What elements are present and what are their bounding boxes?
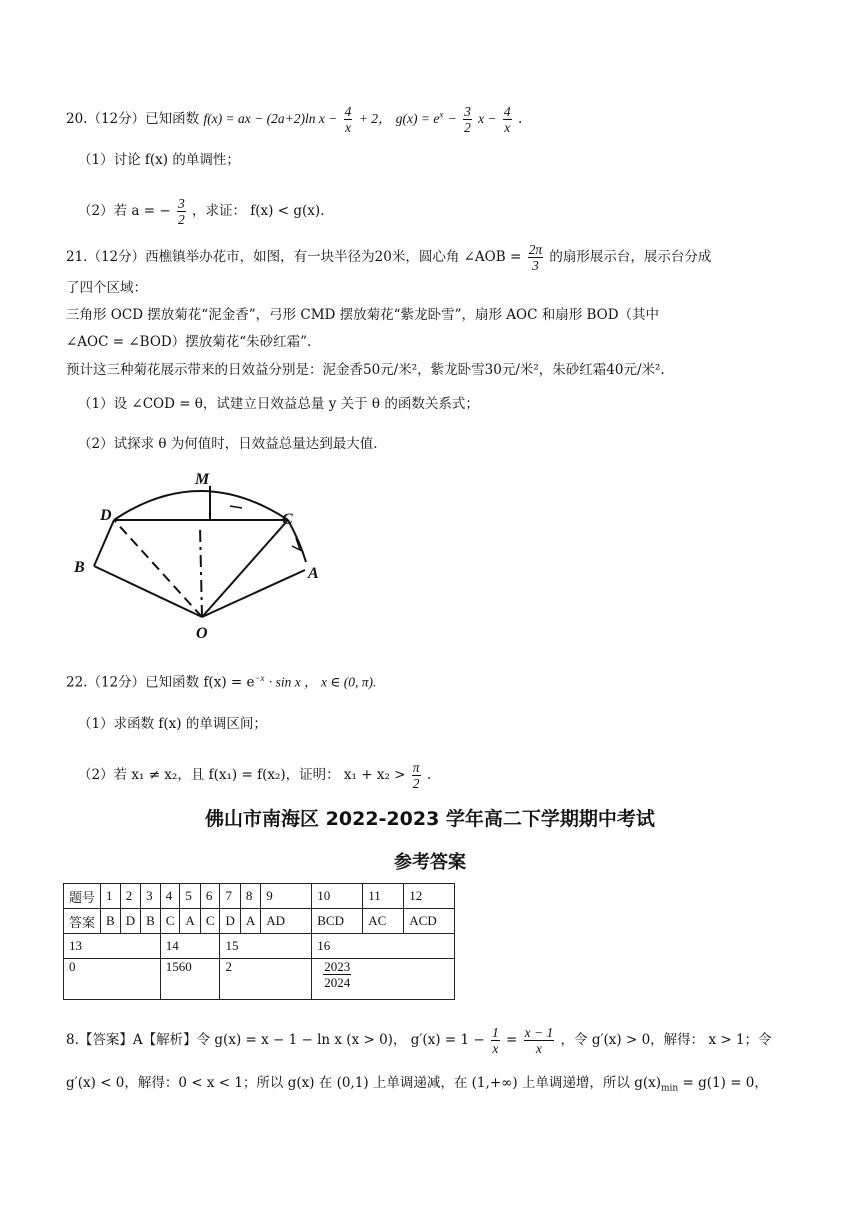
fraction: $\frac{2\pi}{3}$ [528,242,543,273]
table-row: 13 14 15 16 [64,934,455,959]
fraction: $\frac{\pi}{2}$ [412,760,420,791]
q21-statement-line1: 21.（12分）西樵镇举办花市，如图，有一块半径为20米，圆心角 ∠AOB = $\frac{2\pi}{3}$ 的扇形展示台，展示台分成 [66,242,712,273]
q21-statement-line5: 预计这三种菊花展示带来的日效益分别是：泥金香50元/米²，紫龙卧雪30元/米²，朱砂红霜40元/米². [66,362,665,378]
fraction: $\frac{3}{2}$ [177,196,185,227]
segment-od-dashed [114,520,202,617]
label-a: A [308,565,319,582]
sector-figure [60,462,340,647]
q21-part2: （2）试探求 θ 为何值时，日效益总量达到最大值. [78,436,378,452]
solution-8-line1: 8.【答案】A【解析】令 g(x) = x − 1 − ln x (x > 0)， g′(x) = 1 − $\frac{1}{x}$ = $\frac{x - 1}{x}$ ，令 g′(x) > 0，解得： x > 1；令 [66,1025,772,1056]
q22-statement: 22.（12分）已知函数 $f(x) = e^{-x} \cdot \sin x$ ， x ∈ (0, π). [66,673,377,691]
table-row: 0 1560 2 $\frac{2023}{2024}$ [64,959,455,1000]
table-row: 题号 1 2 3 4 5 6 7 8 9 10 11 12 [64,884,455,909]
table-row: 答案 B D B C A C D A AD BCD AC ACD [64,909,455,934]
fraction: $\frac{1}{x}$ [491,1025,499,1056]
fraction: $\frac{4}{x}$ [503,104,511,135]
segment-oa [202,570,305,617]
q21-part1: （1）设 ∠COD = θ，试建立日效益总量 y 关于 θ 的函数关系式； [78,396,479,412]
segment-bd [94,520,114,566]
label-d: D [100,507,112,524]
q21-statement-line4: ∠AOC = ∠BOD）摆放菊花“朱砂红霜”. [66,334,312,350]
fraction: $\frac{x - 1}{x}$ [524,1025,554,1056]
fraction: $\frac{3}{2}$ [464,104,471,135]
label-c: C [282,511,293,528]
q20-part2: （2）若 a = − $\frac{3}{2}$ ，求证： f(x) < g(x). [78,196,325,227]
fraction: $\frac{4}{x}$ [344,104,352,135]
small-mark [230,506,242,508]
label-o: O [196,625,208,642]
label-b: B [74,559,85,576]
answer-table [63,883,455,1000]
arc-outline [114,491,288,520]
q21-statement-line3: 三角形 OCD 摆放菊花“泥金香”，弓形 CMD 摆放菊花“紫龙卧雪”，扇形 AOC 和扇形 BOD（其中 [66,307,660,323]
q21-statement-line2: 了四个区域： [66,280,147,296]
q20-part1: （1）讨论 f(x) 的单调性； [78,152,240,168]
page-subtitle: 参考答案 [394,852,466,873]
segment-om-dashed [200,526,202,617]
fraction-cell: $\frac{2023}{2024}$ [312,959,455,1000]
q20-statement: 20.（12分）已知函数 f(x) = ax − (2a+2)ln x − $\frac{4}{x}$ + 2， $g(x) = e^x$ − $\frac{3}{2}$ x − $\frac{4}{x}$ . [66,104,523,135]
page-title: 佛山市南海区 2022-2023 学年高二下学期期中考试 [205,808,655,830]
segment-ob [94,566,202,617]
q22-part2: （2）若 x₁ ≠ x₂，且 f(x₁) = f(x₂)，证明： x₁ + x₂ > $\frac{\pi}{2}$ . [78,760,432,791]
label-m: M [195,471,210,488]
q22-part1: （1）求函数 f(x) 的单调区间； [78,716,267,732]
solution-8-line2: g′(x) < 0，解得：0 < x < 1；所以 g(x) 在 (0,1) 上单调递减，在 (1,+∞) 上单调递增，所以 $g(x)_{min} = g(1) = 0$， [66,1075,768,1094]
segment-oc [202,520,288,617]
